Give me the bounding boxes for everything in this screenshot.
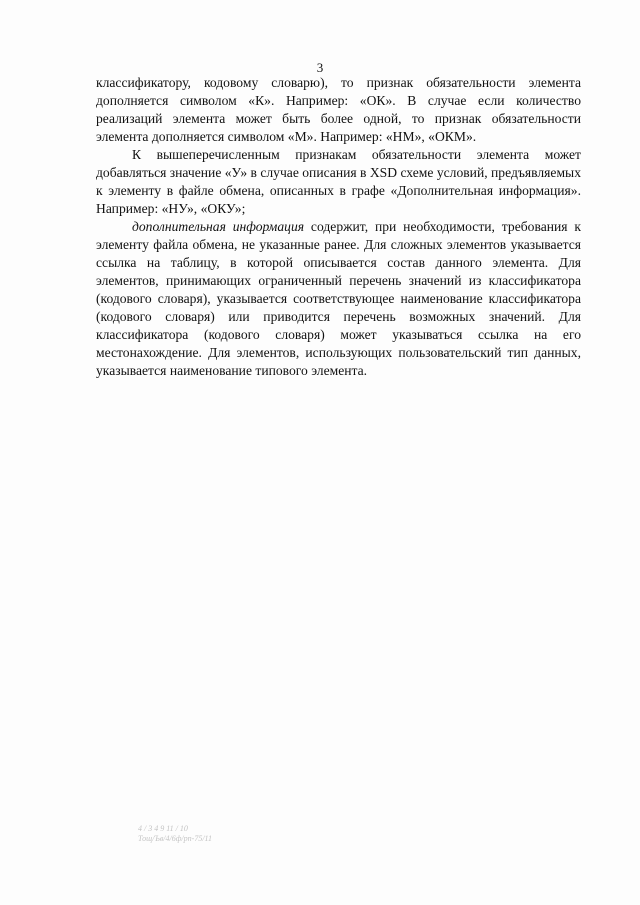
stamp-line: Тощ/Ъв/4/6ф/рп-75/11	[138, 834, 212, 843]
stamp-line: 4 / 3 4 9 11 / 10	[138, 824, 188, 833]
paragraph	[96, 218, 581, 380]
paragraph-text: содержит, при необходимости, требования к элементу файла обмена, не указанные ранее. Для сложных элементов указывается ссылка на таблицу, в которой описывается состав данного элемента. Для элементов, принимающих ограниченный перечень значений из классификатора (кодового словаря), указывается соответствующее наименование классификатора (кодового словаря) или приводится перечень возможных значений. Для классификатора (кодового словаря) может указываться ссылка на его местонахождение. Для элементов, использующих пользовательский тип данных, указывается наименование типового элемента.	[96, 219, 581, 378]
footer-stamp	[138, 824, 212, 844]
paragraph: К вышеперечисленным признакам обязательности элемента может добавляться значение «У» в случае описания в XSD схеме условий, предъявляемых к элементу в файле обмена, описанных в графе «Дополнительная информация». Например: «НУ», «ОКУ»;	[96, 147, 581, 216]
body-text	[96, 74, 581, 380]
page-number: 3	[316, 60, 324, 75]
defined-term: дополнительная информация	[132, 219, 305, 234]
paragraph: классификатору, кодовому словарю), то признак обязательности элемента дополняется символом «К». Например: «ОК». В случае если количество реализаций элемента может быть более одной, то признак обязательности элемента дополняется символом «М». Например: «НМ», «ОКМ».	[96, 75, 581, 144]
